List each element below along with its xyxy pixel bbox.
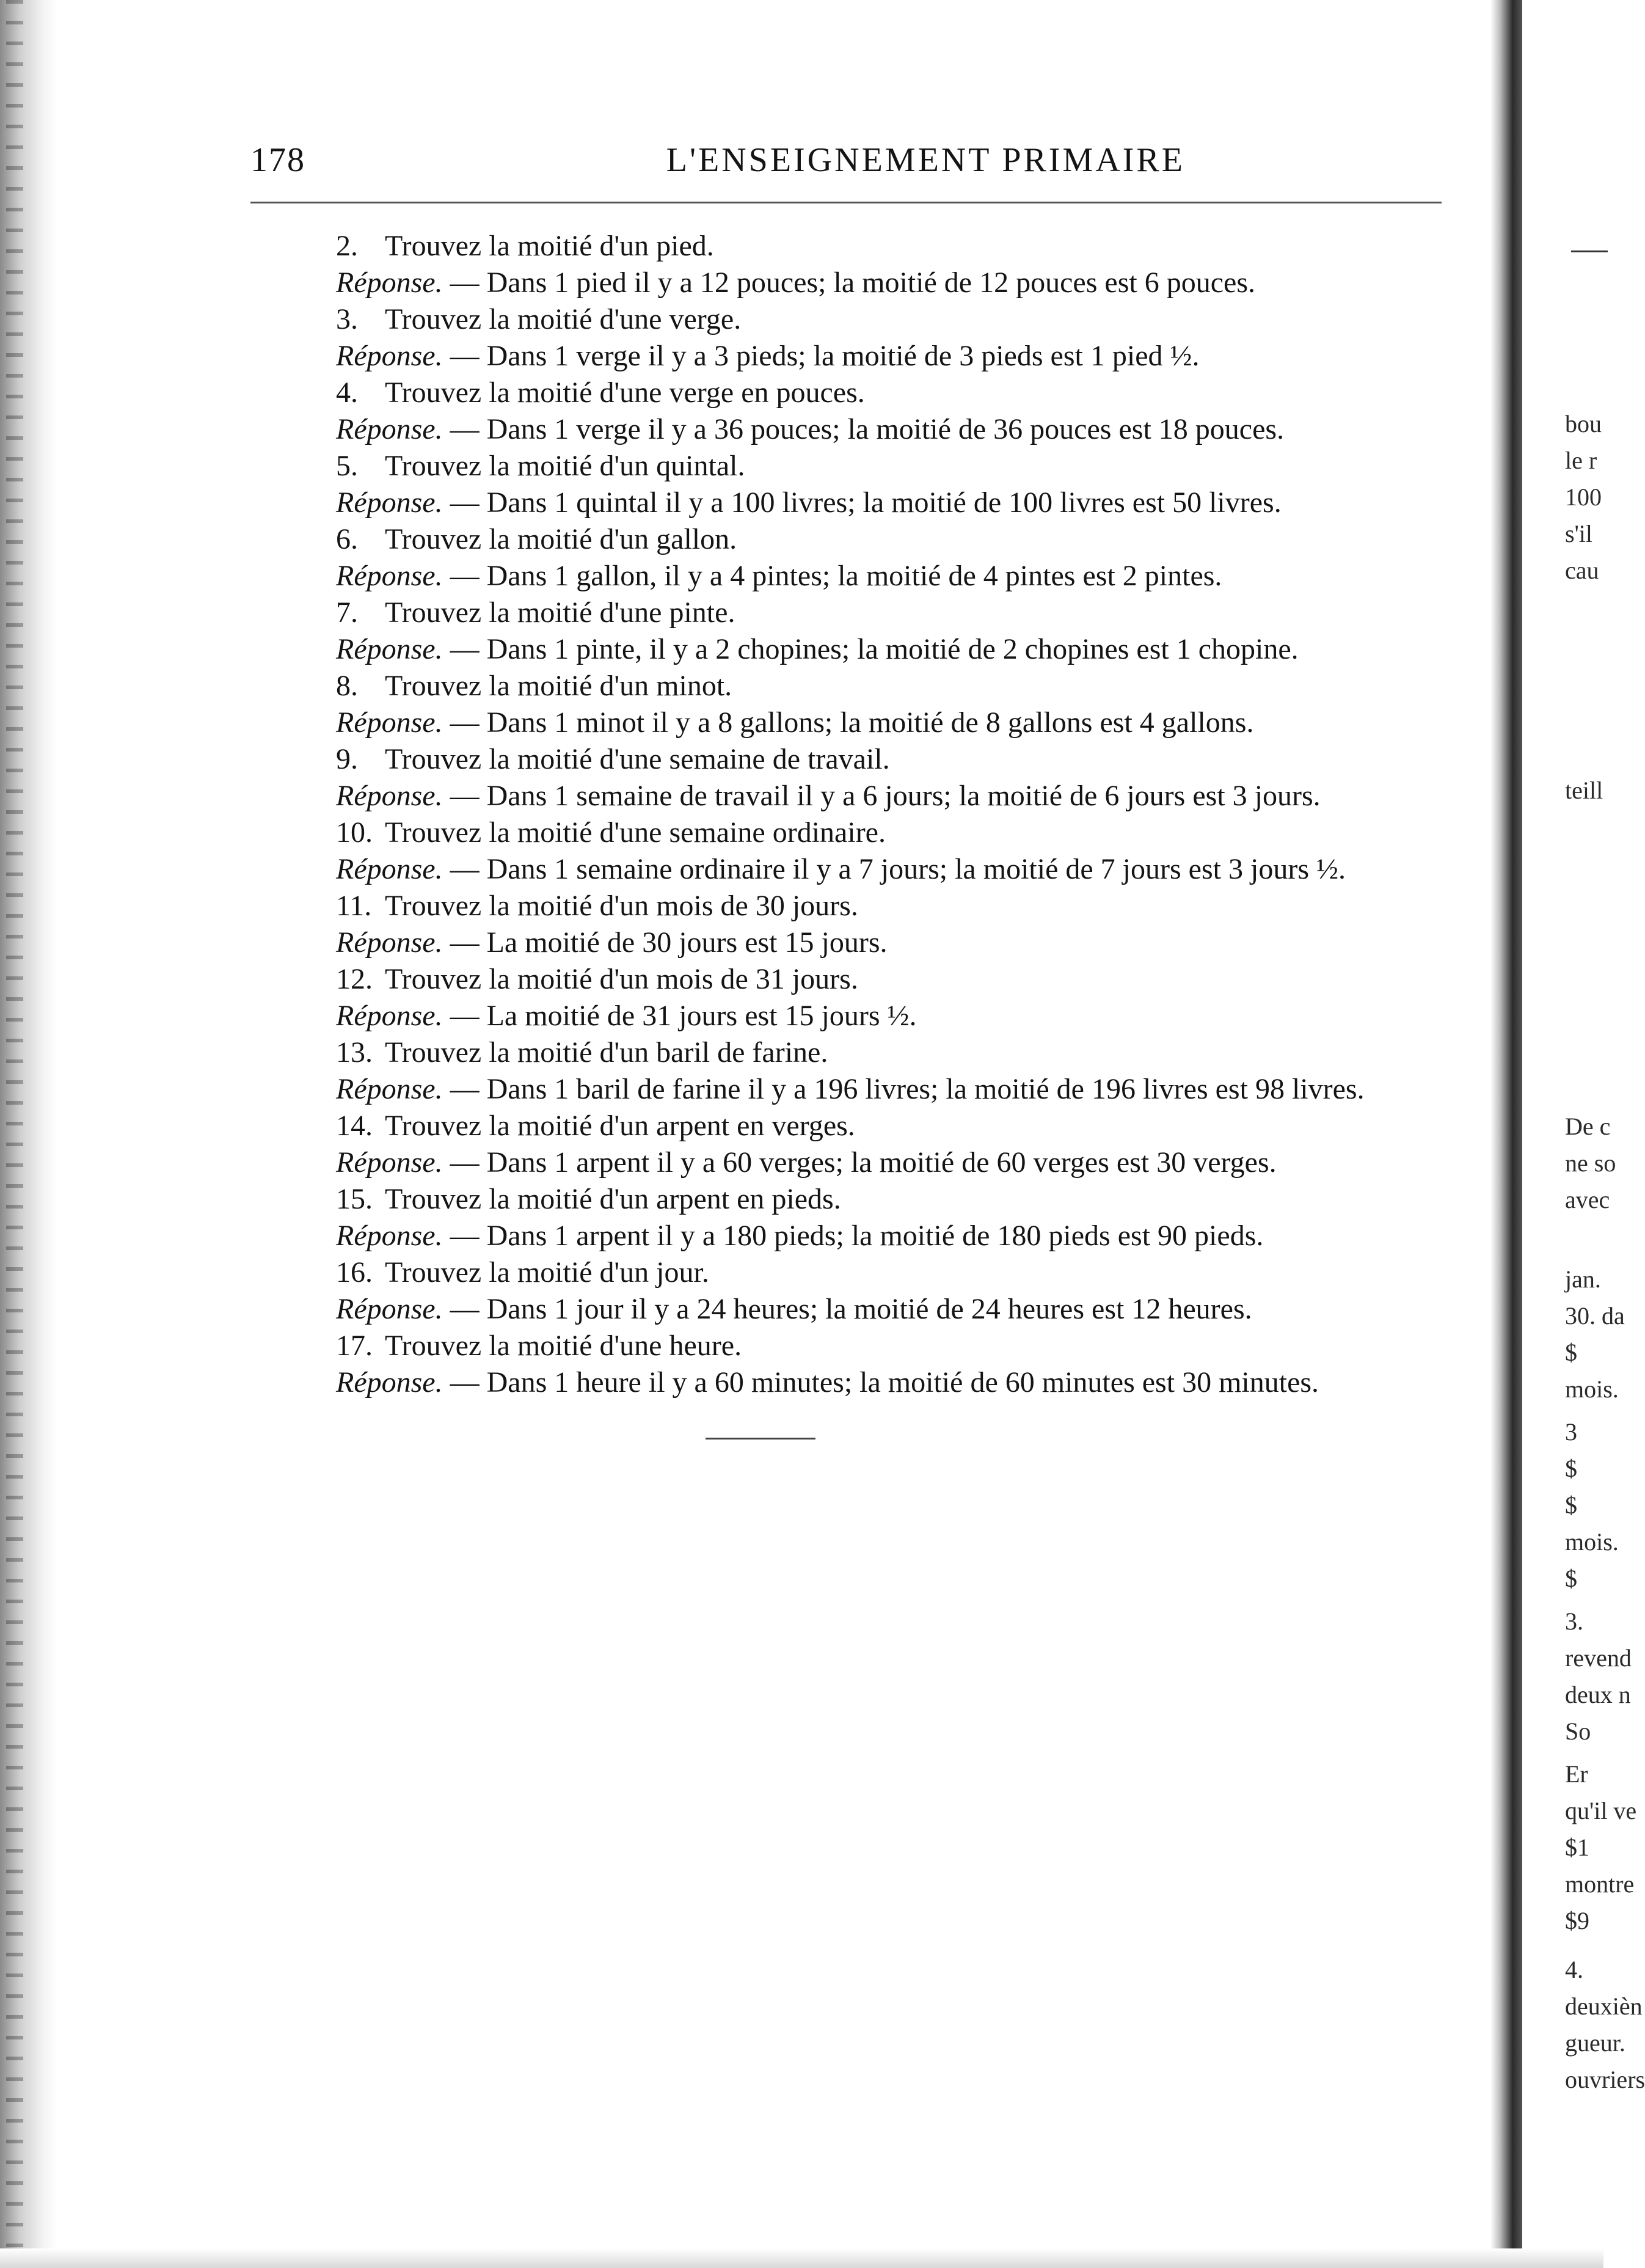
facing-text: Er [1565,1760,1588,1788]
exercise-number: 14. [336,1110,373,1142]
answer-label: Réponse. [336,413,443,445]
exercise-answer [250,851,1442,888]
facing-text: $ [1565,1339,1577,1366]
exercise-number: 2. [336,230,358,262]
exercise-number: 17. [336,1330,373,1362]
page-number: 178 [250,141,305,179]
facing-text: 3. [1565,1608,1583,1635]
question-text: Trouvez la moitié d'un mois de 31 jours. [385,963,858,995]
answer-label: Réponse. [336,706,443,739]
facing-text: s'il [1565,520,1592,547]
exercise-question [250,521,1442,558]
facing-text: cau [1565,557,1599,584]
question-text: Trouvez la moitié d'une semaine de travail. [385,743,890,775]
end-rule [706,1438,815,1439]
scan-left-margin [0,0,58,2268]
exercise-answer [250,1364,1442,1401]
exercise-answer [250,631,1442,668]
exercise-answer [250,1144,1442,1181]
exercise-number: 10. [336,816,373,849]
question-text: Trouvez la moitié d'un pied. [385,230,714,262]
facing-text: montre [1565,1870,1635,1898]
facing-text: deuxièn [1565,1992,1643,2020]
facing-text: $ [1565,1491,1577,1519]
exercise-answer [250,924,1442,961]
exercise-question [250,1108,1442,1144]
exercise-question [250,228,1442,265]
exercise-number: 15. [336,1183,373,1215]
exercise-answer [250,704,1442,741]
answer-label: Réponse. [336,633,443,665]
facing-text: gueur. [1565,2029,1625,2057]
exercise-answer [250,265,1442,301]
header-rule [250,202,1442,203]
exercise-answer [250,558,1442,594]
question-text: Trouvez la moitié d'un minot. [385,670,732,702]
facing-text: ouvriers [1565,2066,1645,2093]
answer-text: — Dans 1 quintal il y a 100 livres; la moitié de 100 livres est 50 livres. [450,486,1282,519]
facing-text: ne so [1565,1149,1616,1177]
facing-text: mois. [1565,1375,1619,1403]
running-head [250,141,1442,196]
exercise-answer [250,485,1442,521]
question-text: Trouvez la moitié d'un mois de 30 jours. [385,890,858,922]
exercise-question [250,448,1442,485]
exercise-question [250,961,1442,998]
facing-text: So [1565,1717,1591,1745]
facing-text: deux n [1565,1681,1631,1708]
question-text: Trouvez la moitié d'une semaine ordinaire. [385,816,886,849]
page-title: L'ENSEIGNEMENT PRIMAIRE [666,141,1185,179]
answer-text: — La moitié de 31 jours est 15 jours ½. [450,1000,917,1032]
answer-text: — Dans 1 jour il y a 24 heures; la moitié de 24 heures est 12 heures. [450,1293,1252,1325]
facing-text: De c [1565,1113,1611,1140]
book-gutter [1490,0,1522,2268]
exercise-answer [250,998,1442,1034]
facing-text: le r [1565,447,1597,474]
question-text: Trouvez la moitié d'une verge. [385,303,742,335]
facing-text: avec [1565,1186,1610,1213]
answer-text: — Dans 1 baril de farine il y a 196 livres; la moitié de 196 livres est 98 livres. [450,1073,1365,1105]
facing-text: 4. [1565,1956,1583,1983]
exercise-question [250,375,1442,411]
facing-text: 100 [1565,483,1602,511]
exercise-question [250,1254,1442,1291]
question-text: Trouvez la moitié d'un arpent en verges. [385,1110,855,1142]
exercise-number: 5. [336,450,358,482]
exercise-number: 6. [336,523,358,555]
answer-label: Réponse. [336,1073,443,1105]
answer-text: — Dans 1 pinte, il y a 2 chopines; la moitié de 2 chopines est 1 chopine. [450,633,1299,665]
question-text: Trouvez la moitié d'un gallon. [385,523,737,555]
answer-text: — Dans 1 arpent il y a 60 verges; la moitié de 60 verges est 30 verges. [450,1146,1277,1179]
answer-label: Réponse. [336,486,443,519]
exercise-number: 11. [336,890,372,922]
answer-label: Réponse. [336,340,443,372]
exercise-answer [250,1218,1442,1254]
answer-text: — Dans 1 semaine de travail il y a 6 jours; la moitié de 6 jours est 3 jours. [450,780,1321,812]
question-text: Trouvez la moitié d'un jour. [385,1256,709,1289]
answer-text: — Dans 1 gallon, il y a 4 pintes; la moitié de 4 pintes est 2 pintes. [450,560,1222,592]
answer-text: — Dans 1 verge il y a 3 pieds; la moitié de 3 pieds est 1 pied ½. [450,340,1200,372]
answer-text: — La moitié de 30 jours est 15 jours. [450,926,888,959]
facing-text: revend [1565,1644,1632,1672]
answer-label: Réponse. [336,266,443,299]
question-text: Trouvez la moitié d'une heure. [385,1330,742,1362]
exercise-answer [250,338,1442,375]
facing-text: $ [1565,1455,1577,1482]
exercise-number: 9. [336,743,358,775]
exercise-question [250,594,1442,631]
answer-label: Réponse. [336,926,443,959]
exercise-question [250,741,1442,778]
facing-text: $9 [1565,1907,1589,1934]
exercise-question [250,1328,1442,1364]
exercise-number: 4. [336,376,358,409]
answer-label: Réponse. [336,560,443,592]
exercise-question [250,668,1442,704]
exercise-list [250,228,1442,1401]
facing-text: qu'il ve [1565,1797,1637,1824]
exercise-number: 8. [336,670,358,702]
exercise-number: 12. [336,963,373,995]
question-text: Trouvez la moitié d'une verge en pouces. [385,376,865,409]
answer-text: — Dans 1 heure il y a 60 minutes; la moitié de 60 minutes est 30 minutes. [450,1366,1319,1399]
facing-text: jan. [1565,1265,1601,1293]
facing-text: mois. [1565,1528,1619,1556]
facing-text: bou [1565,410,1602,437]
facing-text: 3 [1565,1418,1577,1446]
exercise-answer [250,411,1442,448]
book-page [250,141,1442,1439]
facing-text: teill [1565,777,1603,804]
answer-text: — Dans 1 semaine ordinaire il y a 7 jours; la moitié de 7 jours est 3 jours ½. [450,853,1346,885]
question-text: Trouvez la moitié d'un quintal. [385,450,745,482]
exercise-question [250,888,1442,924]
exercise-question [250,1034,1442,1071]
exercise-answer [250,1291,1442,1328]
answer-text: — Dans 1 minot il y a 8 gallons; la moitié de 8 gallons est 4 gallons. [450,706,1254,739]
facing-text: 30. da [1565,1302,1625,1330]
facing-page-rule [1571,251,1608,252]
exercise-question [250,301,1442,338]
question-text: Trouvez la moitié d'une pinte. [385,596,735,629]
answer-label: Réponse. [336,1366,443,1399]
scan-bottom-edge [0,2248,1603,2268]
exercise-answer [250,1071,1442,1108]
exercise-question [250,814,1442,851]
answer-label: Réponse. [336,780,443,812]
facing-text: $1 [1565,1834,1589,1861]
answer-text: — Dans 1 pied il y a 12 pouces; la moitié de 12 pouces est 6 pouces. [450,266,1255,299]
facing-text: $ [1565,1565,1577,1592]
facing-page-fragment [1522,0,1645,2268]
question-text: Trouvez la moitié d'un arpent en pieds. [385,1183,841,1215]
answer-text: — Dans 1 arpent il y a 180 pieds; la moitié de 180 pieds est 90 pieds. [450,1220,1264,1252]
answer-label: Réponse. [336,1146,443,1179]
exercise-number: 3. [336,303,358,335]
exercise-answer [250,778,1442,814]
answer-label: Réponse. [336,1293,443,1325]
exercise-question [250,1181,1442,1218]
answer-label: Réponse. [336,1220,443,1252]
exercise-number: 7. [336,596,358,629]
answer-text: — Dans 1 verge il y a 36 pouces; la moitié de 36 pouces est 18 pouces. [450,413,1285,445]
answer-label: Réponse. [336,853,443,885]
question-text: Trouvez la moitié d'un baril de farine. [385,1036,828,1069]
answer-label: Réponse. [336,1000,443,1032]
exercise-number: 16. [336,1256,373,1289]
exercise-number: 13. [336,1036,373,1069]
